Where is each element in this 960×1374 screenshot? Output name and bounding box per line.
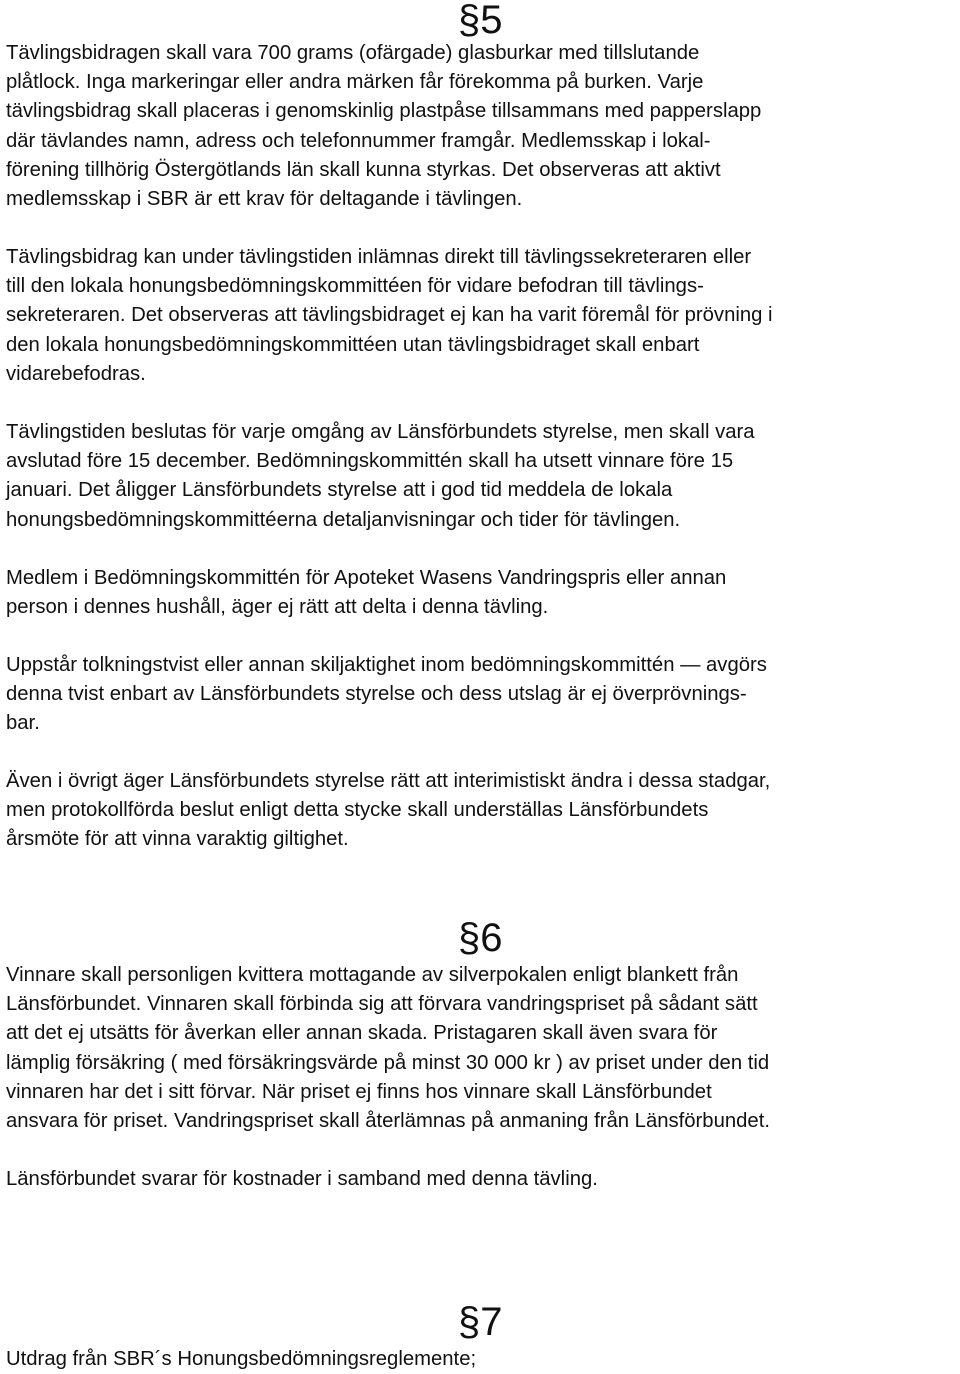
text-line: Länsförbundet. Vinnaren skall förbinda sig att förvara vandringspriset på sådant sätt [6, 993, 758, 1016]
text-line: tävlingsbidrag skall placeras i genomskinlig plastpåse tillsammans med papperslapp [6, 100, 762, 123]
text-line: till den lokala honungsbedömningskommittéen för vidare befodran till tävlings- [6, 275, 704, 298]
section-5-paragraph-2 [6, 243, 960, 389]
text-line: men protokollförda beslut enligt detta stycke skall underställas Länsförbundets [6, 799, 709, 822]
text-line: årsmöte för att vinna varaktig giltighet. [6, 828, 349, 851]
text-line: denna tvist enbart av Länsförbundets styrelse och dess utslag är ej överprövnings- [6, 683, 747, 706]
section-6-heading: §6 [458, 916, 503, 960]
text-line: honungsbedömningskommittéerna detaljanvisningar och tider för tävlingen. [6, 508, 681, 531]
text-line: avslutad före 15 december. Bedömningskommittén skall ha utsett vinnare före 15 [6, 450, 734, 473]
text-line: att det ej utsätts för åverkan eller annan skada. Pristagaren skall även svara för [6, 1022, 718, 1045]
section-5-paragraph-4 [6, 564, 960, 622]
section-5-paragraph-1 [6, 39, 960, 214]
text-line: Länsförbundet svarar för kostnader i samband med denna tävling. [6, 1168, 598, 1190]
section-7-paragraph-1 [6, 1345, 960, 1374]
text-line: den lokala honungsbedömningskommittéen utan tävlingsbidraget skall enbart [6, 333, 700, 356]
text-line: vinnaren har det i sitt förvar. När priset ej finns hos vinnare skall Länsförbundet [6, 1080, 712, 1103]
text-line: vidarebefodras. [6, 362, 146, 385]
section-5-paragraph-6 [6, 767, 960, 855]
text-line: Uppstår tolkningstvist eller annan skiljaktighet inom bedömningskommittén — avgörs [6, 654, 767, 676]
text-line: Även i övrigt äger Länsförbundets styrelse rätt att interimistiskt ändra i dessa stadgar, [6, 770, 771, 792]
text-line: där tävlandes namn, adress och telefonnummer framgår. Medlemsskap i lokal- [6, 129, 711, 152]
text-line: bar. [6, 712, 40, 735]
text-line: Utdrag från SBR´s Honungsbedömningsreglemente; [6, 1348, 477, 1370]
section-6-paragraph-1 [6, 961, 960, 1136]
text-line: plåtlock. Inga markeringar eller andra märken får förekomma på burken. Varje [6, 71, 704, 94]
text-line: januari. Det åligger Länsförbundets styrelse att i god tid meddela de lokala [6, 479, 673, 502]
text-line: Tävlingsbidrag kan under tävlingstiden inlämnas direkt till tävlingssekreteraren eller [6, 246, 752, 268]
text-line: person i dennes hushåll, äger ej rätt att delta i denna tävling. [6, 596, 549, 619]
text-line: förening tillhörig Östergötlands län skall kunna styrkas. Det observeras att aktivt [6, 158, 721, 181]
text-line: ansvara för priset. Vandringspriset skall återlämnas på anmaning från Länsförbundet. [6, 1110, 770, 1133]
section-7-heading: §7 [458, 1300, 503, 1344]
section-5-paragraph-3 [6, 418, 960, 535]
text-line: Tävlingstiden beslutas för varje omgång av Länsförbundets styrelse, men skall vara [6, 421, 755, 443]
text-line: Tävlingsbidragen skall vara 700 grams (ofärgade) glasburkar med tillslutande [6, 42, 700, 64]
text-line: sekreteraren. Det observeras att tävlingsbidraget ej kan ha varit föremål för prövning i [6, 304, 773, 327]
text-line: Medlem i Bedömningskommittén för Apoteket Wasens Vandringspris eller annan [6, 567, 727, 589]
text-line: medlemsskap i SBR är ett krav för deltagande i tävlingen. [6, 188, 523, 211]
text-line: Vinnare skall personligen kvittera mottagande av silverpokalen enligt blankett från [6, 964, 739, 986]
section-6-paragraph-2 [6, 1165, 960, 1194]
text-line: lämplig försäkring ( med försäkringsvärde på minst 30 000 kr ) av priset under den tid [6, 1051, 770, 1074]
section-5-heading: §5 [458, 0, 503, 42]
section-5-paragraph-5 [6, 651, 960, 739]
